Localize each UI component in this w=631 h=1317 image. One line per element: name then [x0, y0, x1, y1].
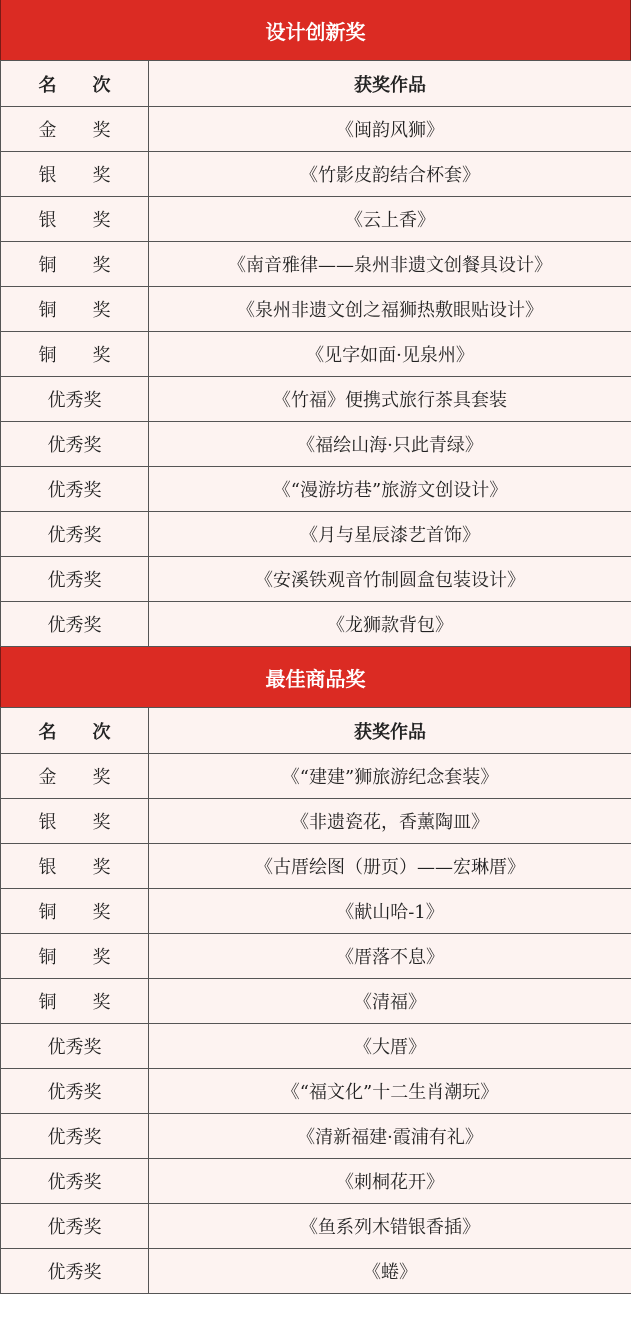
rank-cell: 铜 奖: [1, 287, 149, 332]
work-cell: 《“建建”狮旅游纪念套装》: [149, 754, 631, 799]
table-row: [1, 844, 631, 889]
rank-cell: 银 奖: [1, 197, 149, 242]
table-row: [1, 377, 631, 422]
table-row: [1, 242, 631, 287]
rank-cell: 优秀奖: [1, 1069, 149, 1114]
rank-cell: 铜 奖: [1, 889, 149, 934]
table-row: [1, 1159, 631, 1204]
work-column-header: 获奖作品: [149, 708, 631, 754]
work-cell: 《南音雅律——泉州非遗文创餐具设计》: [149, 242, 631, 287]
work-cell: 《古厝绘图（册页）——宏琳厝》: [149, 844, 631, 889]
table-row: [1, 152, 631, 197]
work-column-header: 获奖作品: [149, 61, 631, 107]
awards-table-design-innovation: [0, 60, 631, 647]
work-cell: 《厝落不息》: [149, 934, 631, 979]
table-row: [1, 889, 631, 934]
table-row: [1, 1114, 631, 1159]
table-row: [1, 107, 631, 152]
work-cell: 《泉州非遗文创之福狮热敷眼贴设计》: [149, 287, 631, 332]
work-cell: 《云上香》: [149, 197, 631, 242]
rank-cell: 优秀奖: [1, 377, 149, 422]
rank-cell: 优秀奖: [1, 1249, 149, 1294]
table-row: [1, 422, 631, 467]
table-row: [1, 1249, 631, 1294]
work-cell: 《大厝》: [149, 1024, 631, 1069]
table-row: [1, 467, 631, 512]
work-cell: 《鱼系列木错银香插》: [149, 1204, 631, 1249]
awards-table-best-product: [0, 707, 631, 1294]
rank-column-header: 名 次: [1, 708, 149, 754]
work-cell: 《竹影皮韵结合杯套》: [149, 152, 631, 197]
table-row: [1, 1069, 631, 1114]
work-cell: 《“漫游坊巷”旅游文创设计》: [149, 467, 631, 512]
rank-cell: 优秀奖: [1, 422, 149, 467]
table-row: [1, 1024, 631, 1069]
table-row: [1, 512, 631, 557]
table-row: [1, 934, 631, 979]
rank-cell: 优秀奖: [1, 557, 149, 602]
work-cell: 《蜷》: [149, 1249, 631, 1294]
work-cell: 《献山哈-1》: [149, 889, 631, 934]
section-title-design-innovation: 设计创新奖: [0, 0, 631, 60]
work-cell: 《清新福建·霞浦有礼》: [149, 1114, 631, 1159]
work-cell: 《龙狮款背包》: [149, 602, 631, 647]
rank-cell: 金 奖: [1, 754, 149, 799]
rank-cell: 银 奖: [1, 152, 149, 197]
rank-cell: 优秀奖: [1, 1204, 149, 1249]
table-row: [1, 979, 631, 1024]
work-cell: 《“福文化”十二生肖潮玩》: [149, 1069, 631, 1114]
rank-column-header: 名 次: [1, 61, 149, 107]
work-cell: 《刺桐花开》: [149, 1159, 631, 1204]
table-row: [1, 287, 631, 332]
rank-cell: 铜 奖: [1, 979, 149, 1024]
rank-cell: 铜 奖: [1, 934, 149, 979]
work-cell: 《非遗瓷花，香薰陶皿》: [149, 799, 631, 844]
table-row: [1, 332, 631, 377]
rank-cell: 银 奖: [1, 844, 149, 889]
work-cell: 《清福》: [149, 979, 631, 1024]
table-row: [1, 1204, 631, 1249]
rank-cell: 优秀奖: [1, 467, 149, 512]
rank-cell: 铜 奖: [1, 332, 149, 377]
table-row: [1, 602, 631, 647]
work-cell: 《闽韵风狮》: [149, 107, 631, 152]
rank-cell: 优秀奖: [1, 1024, 149, 1069]
work-cell: 《福绘山海·只此青绿》: [149, 422, 631, 467]
rank-cell: 银 奖: [1, 799, 149, 844]
table-row: [1, 197, 631, 242]
rank-cell: 金 奖: [1, 107, 149, 152]
rank-cell: 优秀奖: [1, 602, 149, 647]
rank-cell: 优秀奖: [1, 1159, 149, 1204]
work-cell: 《见字如面·见泉州》: [149, 332, 631, 377]
table-header-row: [1, 61, 631, 107]
rank-cell: 铜 奖: [1, 242, 149, 287]
table-row: [1, 799, 631, 844]
work-cell: 《竹福》便携式旅行茶具套装: [149, 377, 631, 422]
table-row: [1, 557, 631, 602]
table-header-row: [1, 708, 631, 754]
rank-cell: 优秀奖: [1, 512, 149, 557]
table-row: [1, 754, 631, 799]
work-cell: 《安溪铁观音竹制圆盒包装设计》: [149, 557, 631, 602]
work-cell: 《月与星辰漆艺首饰》: [149, 512, 631, 557]
rank-cell: 优秀奖: [1, 1114, 149, 1159]
section-title-best-product: 最佳商品奖: [0, 647, 631, 707]
